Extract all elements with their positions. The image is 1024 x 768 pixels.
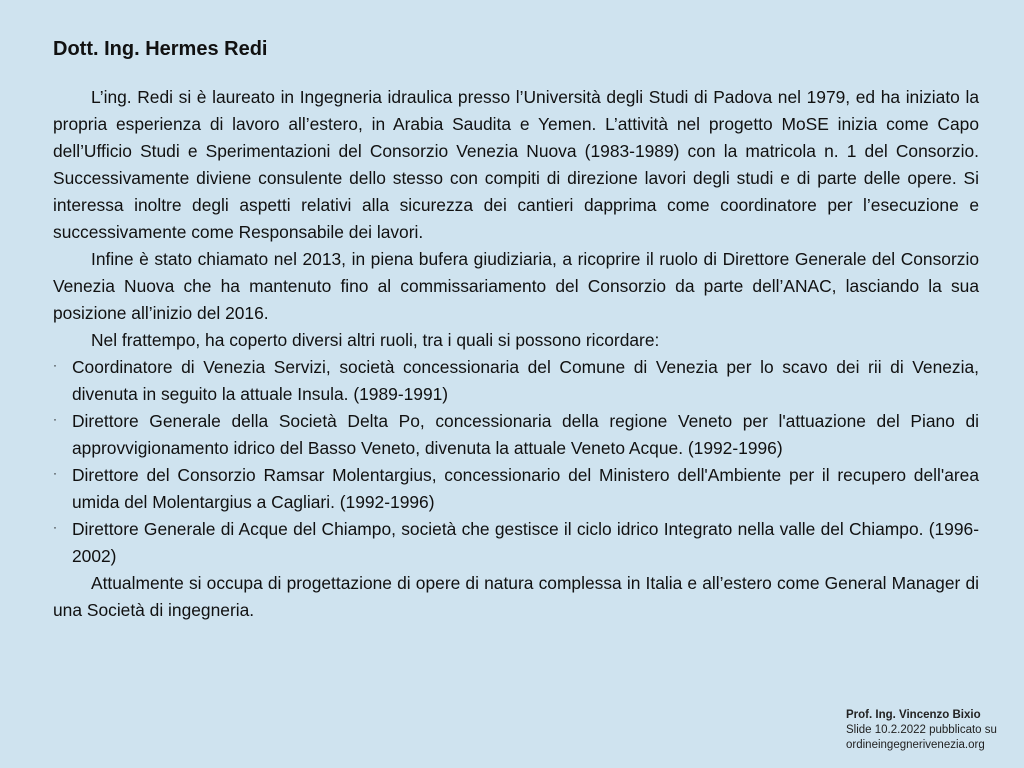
bullet-icon: · bbox=[53, 412, 57, 426]
list-item-text: Direttore Generale della Società Delta Po, concessionaria della regione Veneto per l'attuazione del Piano di approvvigionamento idrico del Basso Veneto, divenuta la attuale Veneto Acque. (1992-1996) bbox=[72, 411, 979, 458]
bullet-icon: · bbox=[53, 358, 57, 372]
roles-list bbox=[53, 354, 979, 570]
list-item bbox=[53, 462, 979, 516]
slide-title: Dott. Ing. Hermes Redi bbox=[53, 38, 268, 60]
footer-date-line: Slide 10.2.2022 pubblicato su bbox=[846, 724, 997, 736]
slide-body bbox=[53, 84, 979, 624]
slide-footer bbox=[846, 708, 997, 753]
paragraph-current-role: Attualmente si occupa di progettazione di opere di natura complessa in Italia e all’estero come General Manager di una Società di ingegneria. bbox=[53, 573, 979, 620]
bullet-icon: · bbox=[53, 520, 57, 534]
footer-author: Prof. Ing. Vincenzo Bixio bbox=[846, 709, 981, 721]
paragraph-education: L’ing. Redi si è laureato in Ingegneria idraulica presso l’Università degli Studi di Padova nel 1979, ed ha iniziato la propria esperienza di lavoro all’estero, in Arabia Saudita e Yemen. L’attività nel progetto MoSE inizia come Capo dell’Ufficio Studi e Sperimentazioni del Consorzio Venezia Nuova (1983-1989) con la matricola n. 1 del Consorzio. Successivamente diviene consulente dello stesso con compiti di direzione lavori degli studi e di parte delle opere. Si interessa inoltre degli aspetti relativi alla sicurezza dei cantieri dapprima come coordinatore per l’esecuzione e successivamente come Responsabile dei lavori. bbox=[53, 87, 979, 242]
footer-website: ordineingegnerivenezia.org bbox=[846, 739, 985, 751]
list-item bbox=[53, 408, 979, 462]
list-item bbox=[53, 516, 979, 570]
paragraph-other-roles-intro: Nel frattempo, ha coperto diversi altri ruoli, tra i quali si possono ricordare: bbox=[91, 330, 660, 350]
list-item-text: Coordinatore di Venezia Servizi, società concessionaria del Comune di Venezia per lo scavo dei rii di Venezia, divenuta in seguito la attuale Insula. (1989-1991) bbox=[72, 357, 979, 404]
list-item-text: Direttore del Consorzio Ramsar Molentargius, concessionario del Ministero dell'Ambiente per il recupero dell'area umida del Molentargius a Cagliari. (1992-1996) bbox=[72, 465, 979, 512]
paragraph-director-general: Infine è stato chiamato nel 2013, in piena bufera giudiziaria, a ricoprire il ruolo di Direttore Generale del Consorzio Venezia Nuova che ha mantenuto fino al commissariamento del Consorzio da parte dell’ANAC, lasciando la sua posizione all’inizio del 2016. bbox=[53, 249, 979, 323]
list-item bbox=[53, 354, 979, 408]
bullet-icon: · bbox=[53, 466, 57, 480]
list-item-text: Direttore Generale di Acque del Chiampo, società che gestisce il ciclo idrico Integrato nella valle del Chiampo. (1996- 2002) bbox=[72, 519, 979, 566]
